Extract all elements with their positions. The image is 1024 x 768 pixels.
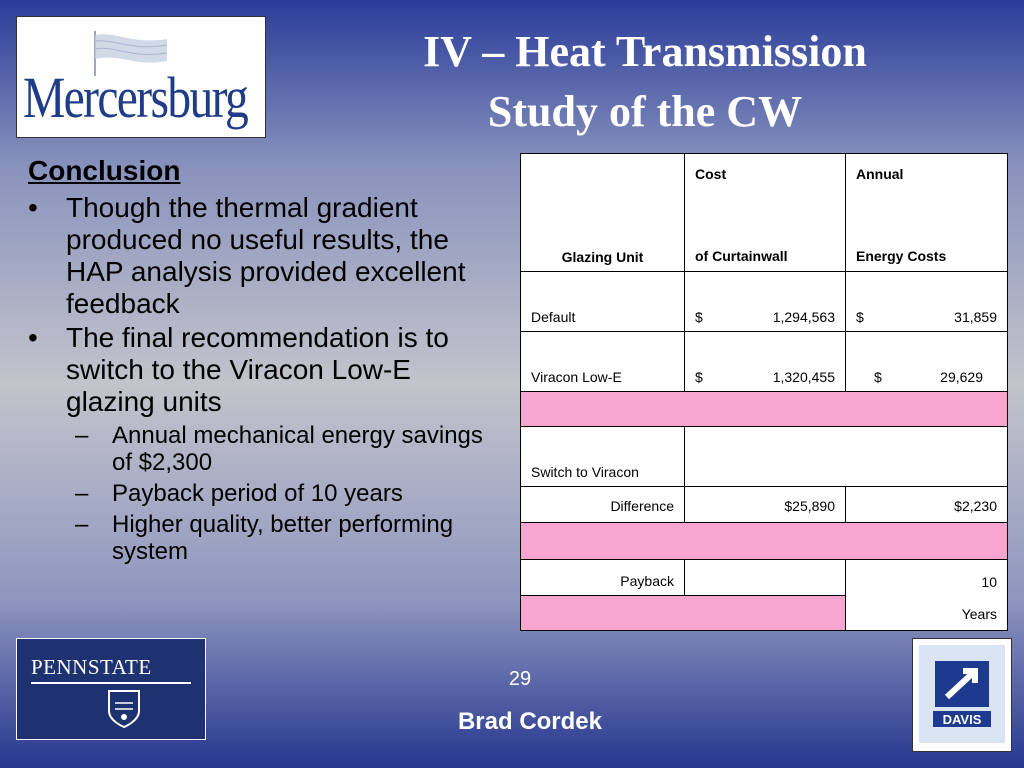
- conclusion-content: [28, 152, 498, 565]
- bullet-text: Though the thermal gradient produced no useful results, the HAP analysis provided excellent feedback: [66, 192, 466, 319]
- bullet-dot-icon: •: [28, 192, 38, 223]
- row-viracon-unit: Viracon Low-E: [521, 332, 685, 392]
- bullet-dot-icon: •: [28, 322, 38, 353]
- switch-empty-cell: [685, 426, 1008, 486]
- bullet-item: [28, 322, 498, 418]
- header-annual: [846, 154, 1008, 272]
- sub-bullet-item: [28, 480, 498, 507]
- sub-bullet-item: [28, 422, 498, 476]
- pennstate-wordmark: PENNSTATE: [31, 655, 152, 679]
- sub-bullet-text: Payback period of 10 years: [112, 480, 403, 507]
- slide-title-line2: Study of the CW: [487, 87, 803, 136]
- bullet-item: [28, 192, 498, 320]
- dash-icon: –: [75, 480, 89, 507]
- payback-value: 10: [981, 573, 997, 590]
- conclusion-heading: Conclusion: [28, 155, 181, 186]
- header-annual-line2: Energy Costs: [856, 248, 947, 264]
- page-number: 29: [508, 668, 532, 690]
- davis-emblem-icon: [913, 639, 1011, 751]
- header-glazing-unit: Glazing Unit: [521, 154, 685, 272]
- payback-unit: Years: [961, 605, 997, 622]
- pink-separator: [521, 595, 846, 630]
- switch-label: Switch to Viracon: [521, 426, 685, 486]
- row-viracon-cost: [685, 332, 846, 392]
- difference-cost: $25,890: [685, 487, 846, 523]
- sub-bullet-text: Higher quality, better performing system: [112, 511, 454, 565]
- davis-logo: [912, 638, 1012, 752]
- payback-label: Payback: [521, 559, 685, 595]
- difference-label: Difference: [521, 487, 685, 523]
- pink-separator-row: [521, 523, 1008, 559]
- bullet-text: The final recommendation is to switch to the Viracon Low-E glazing units: [66, 322, 449, 417]
- table-header-row: [521, 154, 1008, 272]
- sub-bullet-text: Annual mechanical energy savings of $2,300: [112, 422, 483, 476]
- row-default-unit: Default: [521, 271, 685, 331]
- table-row: [521, 559, 1008, 595]
- currency-symbol: $: [695, 369, 703, 386]
- table-row: [521, 332, 1008, 392]
- table-row: [521, 487, 1008, 523]
- currency-symbol: $: [874, 369, 882, 386]
- pink-separator: [521, 523, 1008, 559]
- mercersburg-wordmark: Mercersburg: [23, 65, 248, 130]
- pennstate-logo: [16, 638, 206, 740]
- dash-icon: –: [75, 511, 89, 538]
- pennstate-rule: [31, 682, 191, 684]
- presenter-name: Brad Cordek: [457, 708, 603, 735]
- header-cost: [685, 154, 846, 272]
- pink-separator: [521, 392, 1008, 426]
- annual-value: 29,629: [940, 369, 983, 386]
- sub-bullet-item: [28, 511, 498, 565]
- pink-separator-row: [521, 392, 1008, 426]
- table-row: [521, 426, 1008, 486]
- header-annual-line1: Annual: [856, 166, 904, 182]
- row-default-annual: [846, 271, 1008, 331]
- davis-wordmark: DAVIS: [942, 712, 982, 727]
- header-cost-line1: Cost: [695, 166, 727, 182]
- payback-empty-cell: [685, 559, 846, 595]
- table-row: [521, 271, 1008, 331]
- cost-value: 1,294,563: [772, 309, 835, 326]
- mercersburg-logo: [16, 16, 266, 138]
- shield-icon: [107, 689, 141, 729]
- difference-annual: $2,230: [846, 487, 1008, 523]
- glazing-cost-table: [520, 153, 1008, 631]
- dash-icon: –: [75, 422, 89, 449]
- currency-symbol: $: [856, 309, 864, 326]
- slide-title-line1: IV – Heat Transmission: [423, 27, 867, 76]
- payback-value-cell: [846, 559, 1008, 631]
- row-viracon-annual: [846, 332, 1008, 392]
- annual-value: 31,859: [954, 309, 997, 326]
- currency-symbol: $: [695, 309, 703, 326]
- header-cost-line2: of Curtainwall: [695, 248, 788, 264]
- row-default-cost: [685, 271, 846, 331]
- cost-value: 1,320,455: [772, 369, 835, 386]
